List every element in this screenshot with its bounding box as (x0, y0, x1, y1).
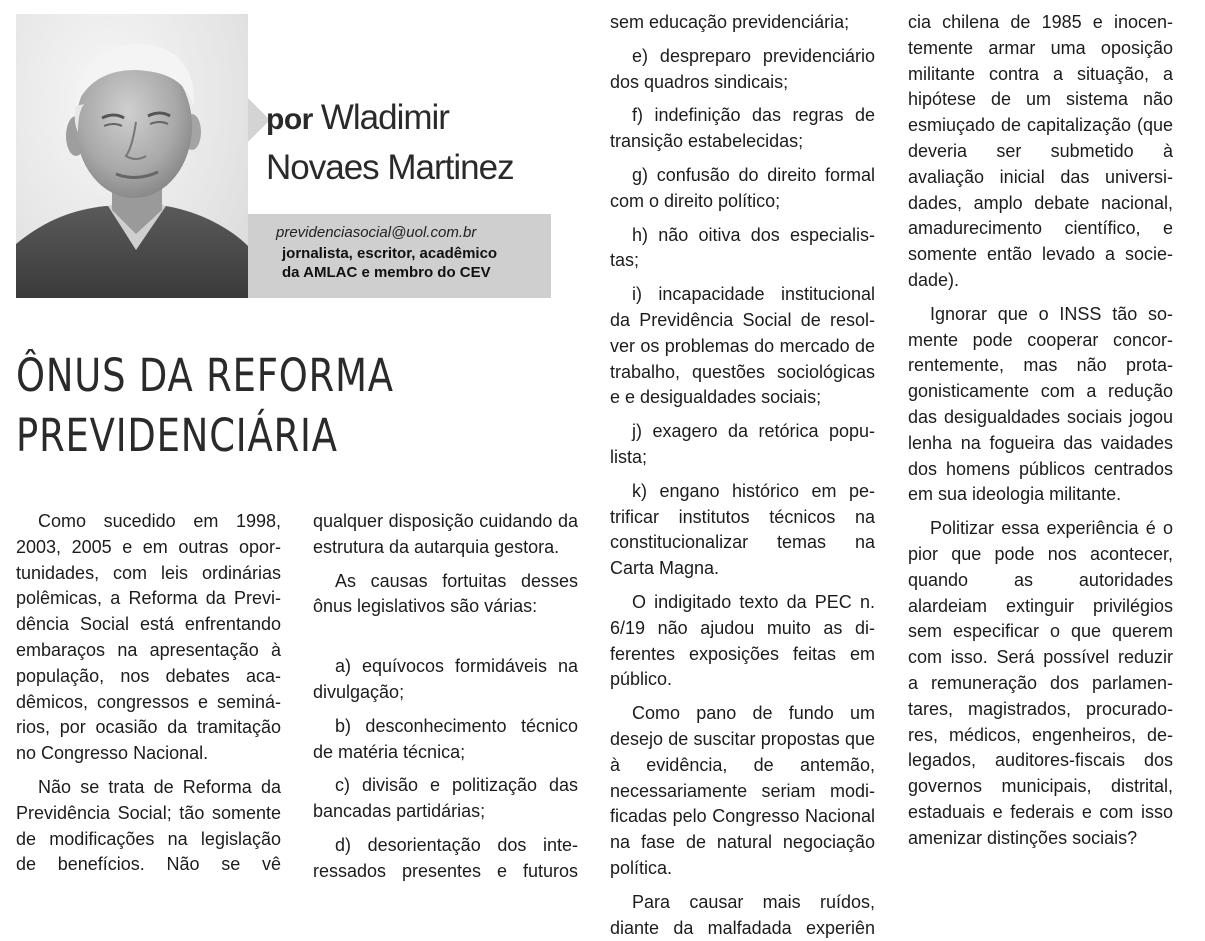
list-item: h) não oitiva dos especialistas; (610, 224, 875, 271)
paragraph: Não se trata de Reforma da Previdência Social; tão somente de modificações na legislação de benefícios. Não se vê (16, 776, 281, 875)
author-credit-box (248, 214, 551, 298)
list-item: c) divisão e politização das bancadas partidárias; (313, 775, 578, 822)
author-name-line2: Novaes Martinez (266, 148, 514, 187)
author-name-line1: Wladimir (320, 98, 449, 137)
paragraph: Politizar essa experiência é o pior que pode nos acontecer, quando as autoridades alardeiam extinguir privilégios sem especificar o que querem com isso. Será possível reduzir a remuneração dos parlamentares, magistrados, procuradores, médicos, engenheiros, delegados, auditores-fiscais dos governos municipais, distrital, estaduais e federais e com isso amenizar distinções sociais? (908, 518, 1173, 848)
paragraph: Ignorar que o INSS tão somente pode cooperar concorrentemente, mas não protagonisticamente com a redução das desigualdades sociais jogou lenha na fogueira das vaidades dos homens públicos centrados em sua ideologia militante. (908, 303, 1173, 505)
paragraph: Como sucedido em 1998, 2003, 2005 e em outras oportunidades, com leis ordinárias polêmicas, a Reforma da Previdência Social está enfrentando embaraços na apresentação à população, nos debates acadêmicos, congressos e seminários, por ocasião da tramitação no Congresso Nacional. (16, 511, 281, 764)
list-item: f) indefinição das regras de transição estabelecidas; (610, 105, 875, 152)
list-item: d) desorientação dos interessados presentes e futuros (313, 834, 578, 881)
article-column-2 (313, 509, 578, 885)
paragraph: O indigitado texto da PEC n. 6/19 não ajudou muito as diferentes exposições feitas em público. (610, 591, 875, 690)
paragraph: sem educação previdenciária; (610, 12, 850, 32)
article-column-1 (16, 509, 281, 878)
headline-line2: PREVIDENCIÁRIA (16, 409, 338, 462)
article-headline (16, 346, 475, 466)
list-item: i) incapacidade institucional da Previdência Social de resolver os problemas do mercado de trabalho, questões sociológicas e e desigualdades sociais; (610, 284, 875, 408)
author-email[interactable]: previdenciasocial@uol.com.br (276, 224, 477, 241)
paragraph: As causas fortuitas desses ônus legislativos são várias: (313, 570, 578, 617)
paragraph: Como pano de fundo um desejo de suscitar propostas que à evidência, de antemão, necessariamente seriam modificadas pelo Congresso Nacional na fase de natural negociação política. (610, 703, 875, 878)
paragraph: Para causar mais ruídos, diante da malfadada experiên (610, 891, 875, 938)
list-item: k) engano histórico em petrificar institutos técnicos na constitucionalizar temas na Carta Magna. (610, 480, 875, 579)
list-item: a) equívocos formidáveis na divulgação; (313, 656, 578, 702)
list-item: j) exagero da retórica populista; (610, 421, 875, 467)
article-column-4 (908, 10, 1173, 852)
author-byline (266, 94, 566, 192)
byline-prefix: por (266, 103, 313, 136)
author-photo (16, 14, 248, 298)
author-bio-line2: da AMLAC e membro do CEV (282, 264, 491, 281)
list-item: e) despreparo previdenciário dos quadros sindicais; (610, 45, 875, 92)
list-item: g) confusão do direito formal com o direito político; (610, 164, 875, 211)
paragraph: cia chilena de 1985 e inocentemente armar uma oposição militante contra a situação, a hipótese de um sistema não esmiuçado de capitalização (que deveria ser submetido à avaliação inicial das universidades, amplo debate nacional, amadurecimento científico, e somente então levado a sociedade). (908, 12, 1173, 290)
paragraph: qualquer disposição cuidando da estrutura da autarquia gestora. (313, 511, 578, 557)
article-column-3 (610, 10, 875, 941)
author-bio-line1: jornalista, escritor, acadêmico (282, 245, 498, 262)
author-portrait-icon (16, 14, 248, 298)
headline-line1: ÔNUS DA REFORMA (16, 349, 394, 402)
list-item: b) desconhecimento técnico de matéria técnica; (313, 715, 578, 762)
